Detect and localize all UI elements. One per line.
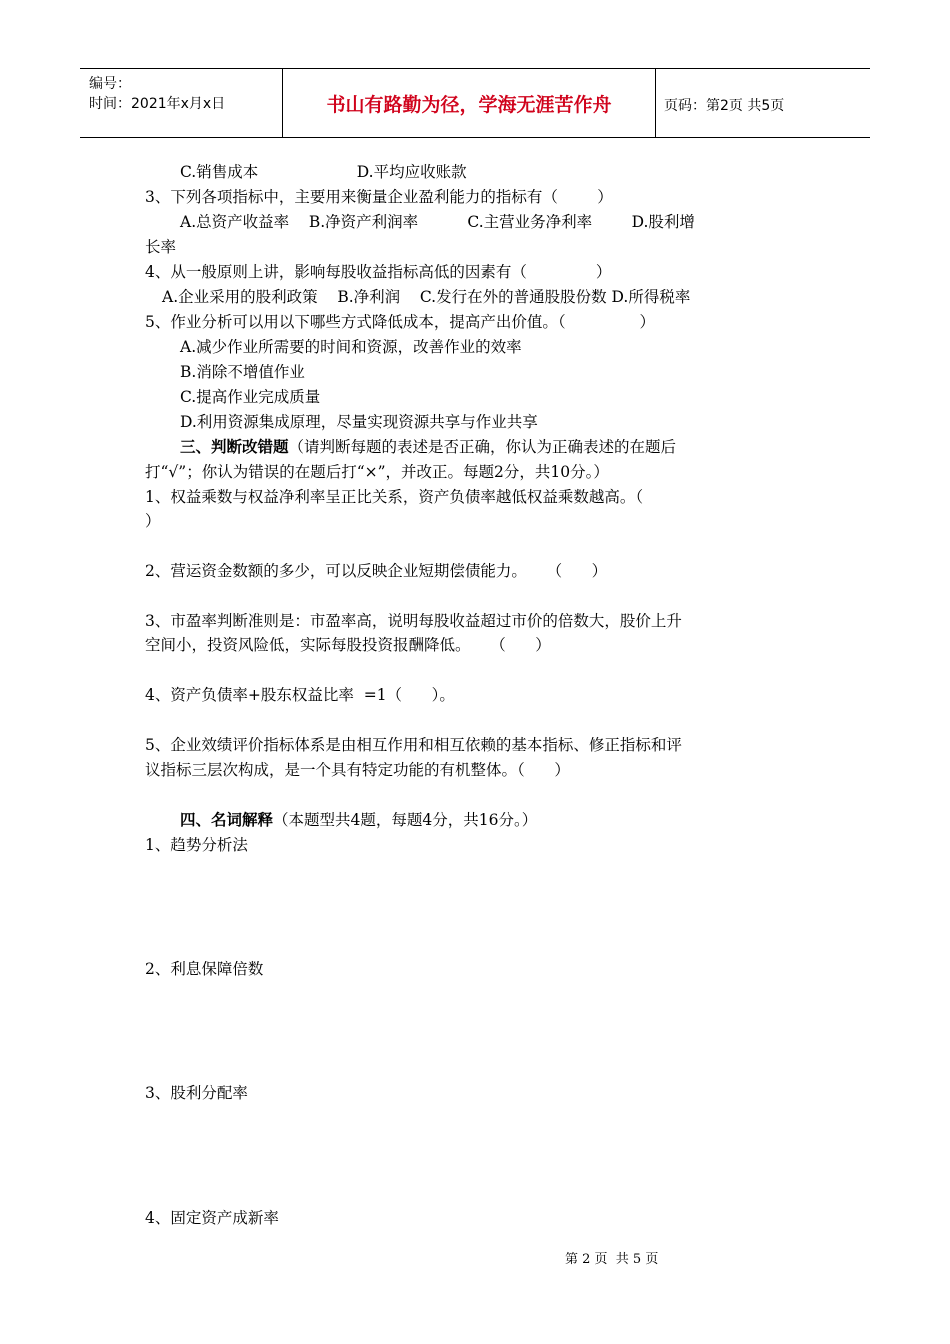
doc-time-label: 时间：2021年x月x日 <box>89 96 226 112</box>
question-3-stem: 3、下列各项指标中，主要用来衡量企业盈利能力的指标有（ ） <box>145 188 613 206</box>
question-5-option-c: C.提高作业完成质量 <box>180 388 321 406</box>
header-page-info: 页码：第2页 共5页 <box>664 98 785 114</box>
judge-item-3-cont: 空间小，投资风险低，实际每股投资报酬降低。 （ ） <box>145 636 551 654</box>
section-3-heading <box>180 437 676 457</box>
prev-question-options: C.销售成本 D.平均应收账款 <box>180 163 467 181</box>
section-3-instruction-cont: 打“√”；你认为错误的在题后打“×”，并改正。每题2分，共10分。） <box>145 463 609 481</box>
question-5-option-b: B.消除不增值作业 <box>180 363 305 381</box>
question-3-options: A.总资产收益率 B.净资产利润率 C.主营业务净利率 D.股利增 <box>180 213 695 231</box>
section-4-title: 四、名词解释 <box>180 810 274 829</box>
header-meta-cell <box>80 69 283 137</box>
term-item-1: 1、趋势分析法 <box>145 836 248 854</box>
judge-item-5-cont: 议指标三层次构成，是一个具有特定功能的有机整体。（ ） <box>145 761 570 779</box>
judge-item-3: 3、市盈率判断准则是：市盈率高，说明每股收益超过市价的倍数大，股价上升 <box>145 612 682 630</box>
term-item-2: 2、利息保障倍数 <box>145 960 264 978</box>
section-3-instruction: （请判断每题的表述是否正确，你认为正确表述的在题后 <box>288 438 677 456</box>
question-5-option-a: A.减少作业所需要的时间和资源，改善作业的效率 <box>180 338 522 356</box>
question-4-options: A.企业采用的股利政策 B.净利润 C.发行在外的普通股股份数 D.所得税率 <box>162 288 691 306</box>
judge-item-5: 5、企业效绩评价指标体系是由相互作用和相互依赖的基本指标、修正指标和评 <box>145 736 682 754</box>
judge-item-1-cont: ） <box>145 512 161 530</box>
judge-item-1: 1、权益乘数与权益净利率呈正比关系，资产负债率越低权益乘数越高。（ <box>145 488 644 506</box>
question-4-stem: 4、从一般原则上讲，影响每股收益指标高低的因素有（ ） <box>145 263 612 281</box>
question-3-options-cont: 长率 <box>145 238 177 256</box>
term-item-3: 3、股利分配率 <box>145 1084 248 1102</box>
judge-item-4: 4、资产负债率+股东权益比率 =1（ ）。 <box>145 686 455 704</box>
doc-number-label: 编号： <box>89 76 131 92</box>
term-item-4: 4、固定资产成新率 <box>145 1209 279 1227</box>
page-footer: 第 2 页 共 5 页 <box>565 1252 659 1267</box>
page-header <box>80 68 870 138</box>
section-4-instruction: （本题型共4题，每题4分，共16分。） <box>273 811 538 829</box>
question-5-stem: 5、作业分析可以用以下哪些方式降低成本，提高产出价值。（ ） <box>145 313 656 331</box>
question-5-option-d: D.利用资源集成原理，尽量实现资源共享与作业共享 <box>180 413 538 431</box>
section-3-title: 三、判断改错题 <box>180 437 289 456</box>
header-motto: 书山有路勤为径，学海无涯苦作舟 <box>283 69 656 137</box>
judge-item-2: 2、营运资金数额的多少，可以反映企业短期偿债能力。 （ ） <box>145 562 608 580</box>
section-4-heading <box>180 810 537 830</box>
